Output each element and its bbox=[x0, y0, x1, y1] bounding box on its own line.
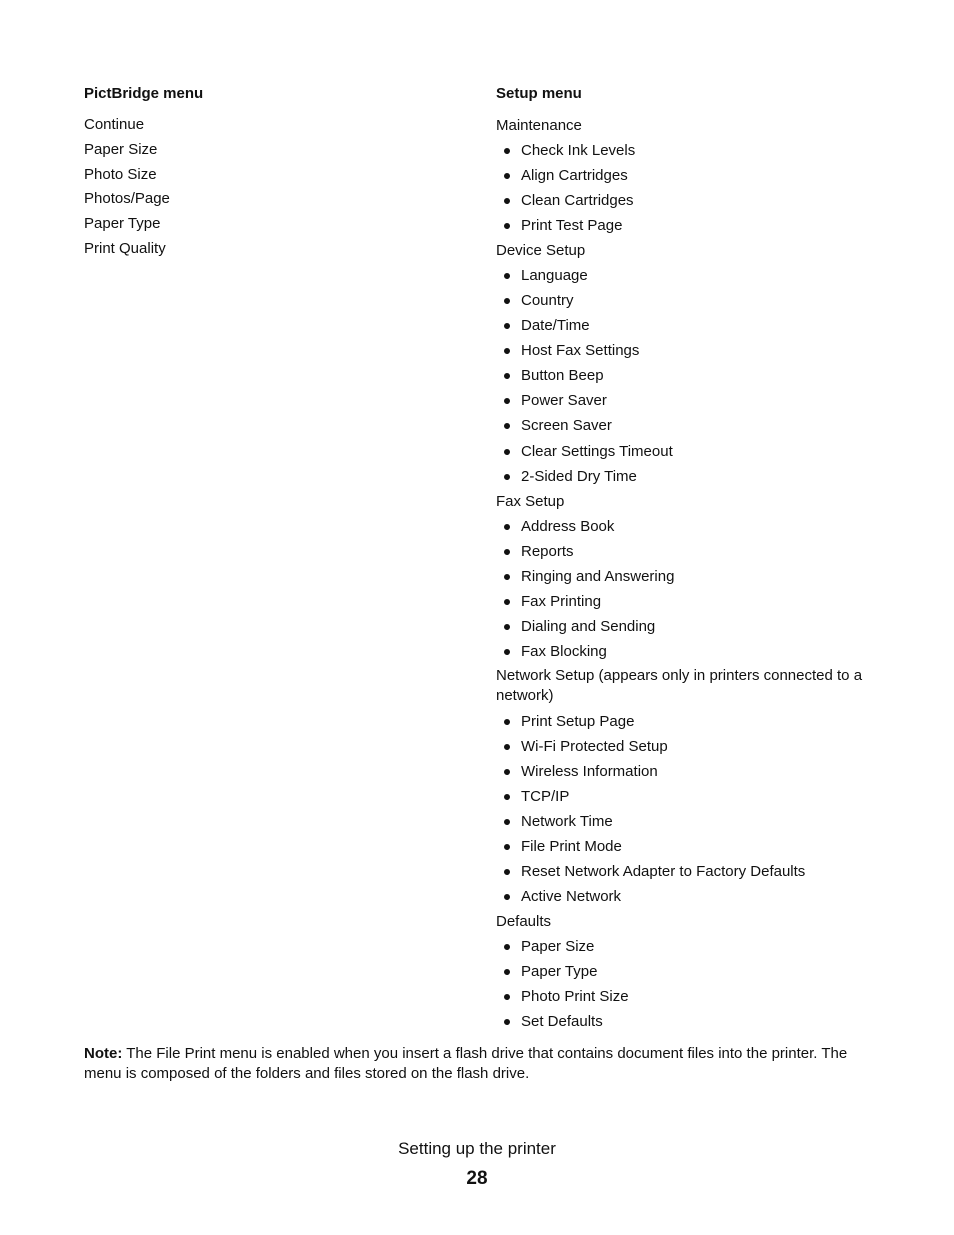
bullet-icon bbox=[504, 549, 510, 555]
pictbridge-menu-item: Print Quality bbox=[84, 239, 166, 257]
list-item bbox=[496, 639, 876, 664]
list-item bbox=[496, 263, 876, 288]
list-item bbox=[496, 984, 876, 1009]
pictbridge-menu-item: Photo Size bbox=[84, 165, 157, 183]
bullet-icon bbox=[504, 298, 510, 304]
bullet-icon bbox=[504, 719, 510, 725]
list-item-label: Fax Printing bbox=[521, 592, 602, 610]
bullet-icon bbox=[504, 944, 510, 950]
bullet-icon bbox=[504, 624, 510, 630]
bullet-icon bbox=[504, 148, 510, 154]
list-item-label: Dialing and Sending bbox=[521, 617, 656, 635]
bullet-icon bbox=[504, 273, 510, 279]
setup-menu-heading: Setup menu bbox=[496, 85, 582, 102]
list-item bbox=[496, 784, 876, 809]
pictbridge-menu-heading: PictBridge menu bbox=[84, 85, 204, 102]
list-item bbox=[496, 759, 876, 784]
list-item-label: File Print Mode bbox=[521, 838, 622, 856]
list-item bbox=[496, 859, 876, 884]
list-item-label: Wireless Information bbox=[521, 762, 658, 780]
bullet-icon bbox=[504, 969, 510, 975]
list-item bbox=[496, 959, 876, 984]
note-paragraph bbox=[84, 1044, 879, 1084]
bullet-icon bbox=[504, 423, 510, 429]
list-item-label: Power Saver bbox=[521, 392, 607, 410]
list-item-label: Clean Cartridges bbox=[521, 192, 634, 210]
maintenance-list bbox=[496, 138, 876, 238]
list-item-label: Reset Network Adapter to Factory Defaults bbox=[521, 863, 806, 881]
list-item-label: Check Ink Levels bbox=[521, 142, 636, 159]
fax-setup-list bbox=[496, 514, 876, 664]
list-item bbox=[496, 163, 876, 188]
list-item bbox=[496, 213, 876, 238]
bullet-icon bbox=[504, 869, 510, 875]
list-item-label: Set Defaults bbox=[521, 1013, 603, 1031]
pictbridge-menu-item: Photos/Page bbox=[84, 190, 170, 208]
setup-group-network-setup: Network Setup (appears only in printers connected to a network) bbox=[496, 666, 863, 704]
list-item bbox=[496, 464, 876, 489]
bullet-icon bbox=[504, 223, 510, 229]
list-item bbox=[496, 338, 876, 363]
bullet-icon bbox=[504, 894, 510, 900]
setup-group-maintenance: Maintenance bbox=[496, 117, 582, 134]
pictbridge-menu-item: Continue bbox=[84, 116, 145, 133]
bullet-icon bbox=[504, 323, 510, 329]
list-item bbox=[496, 138, 876, 163]
list-item-label: Address Book bbox=[521, 517, 615, 535]
bullet-icon bbox=[504, 819, 510, 825]
list-item bbox=[496, 884, 876, 909]
list-item bbox=[496, 589, 876, 614]
list-item-label: Photo Print Size bbox=[521, 988, 629, 1006]
device-setup-list bbox=[496, 263, 876, 488]
list-item bbox=[496, 734, 876, 759]
network-setup-list bbox=[496, 709, 876, 909]
setup-group-fax-setup: Fax Setup bbox=[496, 492, 565, 510]
note-label: Note: bbox=[84, 1045, 123, 1062]
defaults-list bbox=[496, 934, 876, 1034]
list-item-label: Screen Saver bbox=[521, 417, 612, 435]
list-item-label: Wi-Fi Protected Setup bbox=[521, 737, 668, 755]
list-item-label: Country bbox=[521, 292, 574, 310]
list-item bbox=[496, 809, 876, 834]
list-item-label: Date/Time bbox=[521, 317, 590, 335]
list-item-label: Print Setup Page bbox=[521, 712, 635, 730]
bullet-icon bbox=[504, 794, 510, 800]
bullet-icon bbox=[504, 198, 510, 204]
bullet-icon bbox=[504, 769, 510, 775]
list-item bbox=[496, 388, 876, 413]
page-number: 28 bbox=[466, 1168, 488, 1189]
list-item-label: Language bbox=[521, 267, 588, 285]
list-item bbox=[496, 934, 876, 959]
bullet-icon bbox=[504, 373, 510, 379]
pictbridge-menu-item: Paper Type bbox=[84, 215, 161, 233]
list-item-label: Fax Blocking bbox=[521, 642, 607, 660]
list-item-label: Print Test Page bbox=[521, 217, 623, 235]
list-item bbox=[496, 709, 876, 734]
bullet-icon bbox=[504, 524, 510, 530]
list-item-label: Reports bbox=[521, 542, 574, 560]
list-item bbox=[496, 413, 876, 438]
list-item-label: TCP/IP bbox=[521, 788, 570, 806]
setup-group-device-setup: Device Setup bbox=[496, 242, 586, 260]
list-item-label: Paper Size bbox=[521, 938, 595, 956]
list-item bbox=[496, 188, 876, 213]
list-item bbox=[496, 514, 876, 539]
list-item bbox=[496, 363, 876, 388]
list-item bbox=[496, 1009, 876, 1034]
setup-menu-column bbox=[496, 84, 876, 1034]
list-item-label: Button Beep bbox=[521, 367, 604, 385]
list-item bbox=[496, 834, 876, 859]
bullet-icon bbox=[504, 744, 510, 750]
list-item-label: Active Network bbox=[521, 888, 622, 906]
setup-group-defaults: Defaults bbox=[496, 913, 552, 931]
bullet-icon bbox=[504, 599, 510, 605]
bullet-icon bbox=[504, 844, 510, 850]
bullet-icon bbox=[504, 649, 510, 655]
bullet-icon bbox=[504, 348, 510, 354]
footer-chapter-title: Setting up the printer bbox=[398, 1139, 556, 1158]
bullet-icon bbox=[504, 574, 510, 580]
list-item-label: Align Cartridges bbox=[521, 167, 628, 185]
list-item-label: Network Time bbox=[521, 813, 613, 831]
pictbridge-menu-item: Paper Size bbox=[84, 140, 158, 158]
bullet-icon bbox=[504, 173, 510, 179]
bullet-icon bbox=[504, 1019, 510, 1025]
list-item-label: Ringing and Answering bbox=[521, 567, 675, 585]
list-item bbox=[496, 439, 876, 464]
bullet-icon bbox=[504, 474, 510, 480]
bullet-icon bbox=[504, 398, 510, 404]
bullet-icon bbox=[504, 994, 510, 1000]
list-item bbox=[496, 539, 876, 564]
bullet-icon bbox=[504, 449, 510, 455]
list-item-label: Paper Type bbox=[521, 963, 598, 981]
list-item bbox=[496, 614, 876, 639]
list-item-label: 2-Sided Dry Time bbox=[521, 467, 637, 485]
list-item-label: Host Fax Settings bbox=[521, 342, 640, 360]
list-item bbox=[496, 288, 876, 313]
list-item bbox=[496, 313, 876, 338]
pictbridge-menu-column bbox=[84, 84, 464, 262]
list-item bbox=[496, 564, 876, 589]
list-item-label: Clear Settings Timeout bbox=[521, 442, 673, 460]
note-text: The File Print menu is enabled when you insert a flash drive that contains document files into the printer. The menu is composed of the folders and files stored on the flash drive. bbox=[84, 1045, 848, 1082]
